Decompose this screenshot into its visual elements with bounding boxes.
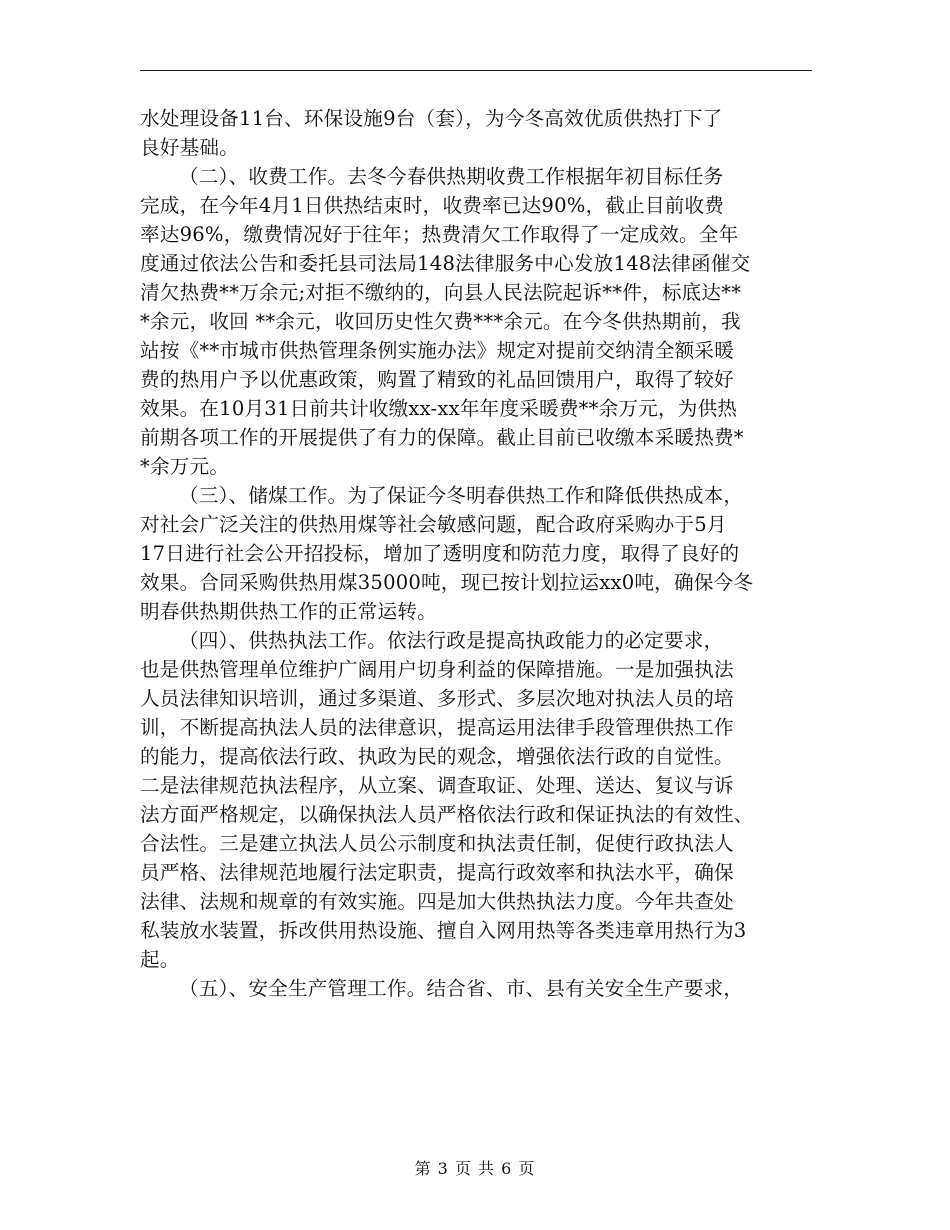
- text-line: 的能力，提高依法行政、执政为民的观念，增强依法行政的自觉性。: [140, 745, 734, 768]
- text-line: 站按《**市城市供热管理条例实施办法》规定对提前交纳清全额采暖: [140, 339, 735, 362]
- text-line: 完成，在今年4月1日供热结束时，收费率已达90%，截止目前收费: [140, 194, 725, 217]
- text-line: 也是供热管理单位维护广阔用户切身利益的保障措施。一是加强执法: [140, 658, 734, 681]
- text-line: 效果。合同采购供热用煤35000吨，现已按计划拉运xx0吨，确保今冬: [140, 571, 754, 594]
- document-body: [140, 104, 812, 1003]
- paragraph-start-line: （三）、储煤工作。为了保证今冬明春供热工作和降低供热成本，: [179, 484, 744, 507]
- text-line: 人员法律知识培训，通过多渠道、多形式、多层次地对执法人员的培: [140, 687, 734, 710]
- text-line: 法方面严格规定，以确保执法人员严格依法行政和保证执法的有效性、: [140, 803, 754, 826]
- paragraph-start-line: （五）、安全生产管理工作。结合省、市、县有关安全生产要求，: [179, 977, 744, 1000]
- text-line: 明春供热期供热工作的正常运转。: [140, 600, 437, 623]
- text-line: 度通过依法公告和委托县司法局148法律服务中心发放148法律函催交: [140, 252, 751, 275]
- page-number-footer: 第 3 页 共 6 页: [414, 1159, 536, 1178]
- text-line: 合法性。三是建立执法人员公示制度和执法责任制，促使行政执法人: [140, 832, 734, 855]
- text-line: 清欠热费**万余元;对拒不缴纳的，向县人民法院起诉**件，标底达**: [140, 281, 742, 304]
- text-line: 前期各项工作的开展提供了有力的保障。截止目前已收缴本采暖热费*: [140, 426, 744, 449]
- text-line: 二是法律规范执法程序，从立案、调查取证、处理、送达、复议与诉: [140, 774, 734, 797]
- text-line: *余万元。: [140, 455, 230, 478]
- text-line: 良好基础。: [140, 136, 239, 159]
- text-line: 法律、法规和规章的有效实施。四是加大供热执法力度。今年共查处: [140, 890, 734, 913]
- text-line: 水处理设备11台、环保设施9台（套），为今冬高效优质供热打下了: [140, 107, 723, 130]
- header-rule: [140, 70, 812, 71]
- text-line: 17日进行社会公开招投标，增加了透明度和防范力度，取得了良好的: [140, 542, 740, 565]
- text-line: 私装放水装置，拆改供用热设施、擅自入网用热等各类违章用热行为3: [140, 919, 747, 942]
- text-line: *余元，收回 **余元，收回历史性欠费***余元。在今冬供热期前，我: [140, 310, 741, 333]
- paragraph-start-line: （二）、收费工作。去冬今春供热期收费工作根据年初目标任务: [179, 165, 724, 188]
- text-line: 率达96%，缴费情况好于往年；热费清欠工作取得了一定成效。全年: [140, 223, 739, 246]
- text-line: 训，不断提高执法人员的法律意识，提高运用法律手段管理供热工作: [140, 716, 734, 739]
- text-line: 对社会广泛关注的供热用煤等社会敏感问题，配合政府采购办于5月: [140, 513, 727, 536]
- text-line: 起。: [140, 948, 180, 971]
- text-line: 效果。在10月31日前共计收缴xx-xx年年度采暖费**余万元，为供热: [140, 397, 738, 420]
- paragraph-start-line: （四）、供热执法工作。依法行政是提高执政能力的必定要求，: [179, 629, 724, 652]
- text-line: 员严格、法律规范地履行法定职责，提高行政效率和执法水平，确保: [140, 861, 734, 884]
- text-line: 费的热用户予以优惠政策，购置了精致的礼品回馈用户，取得了较好: [140, 368, 734, 391]
